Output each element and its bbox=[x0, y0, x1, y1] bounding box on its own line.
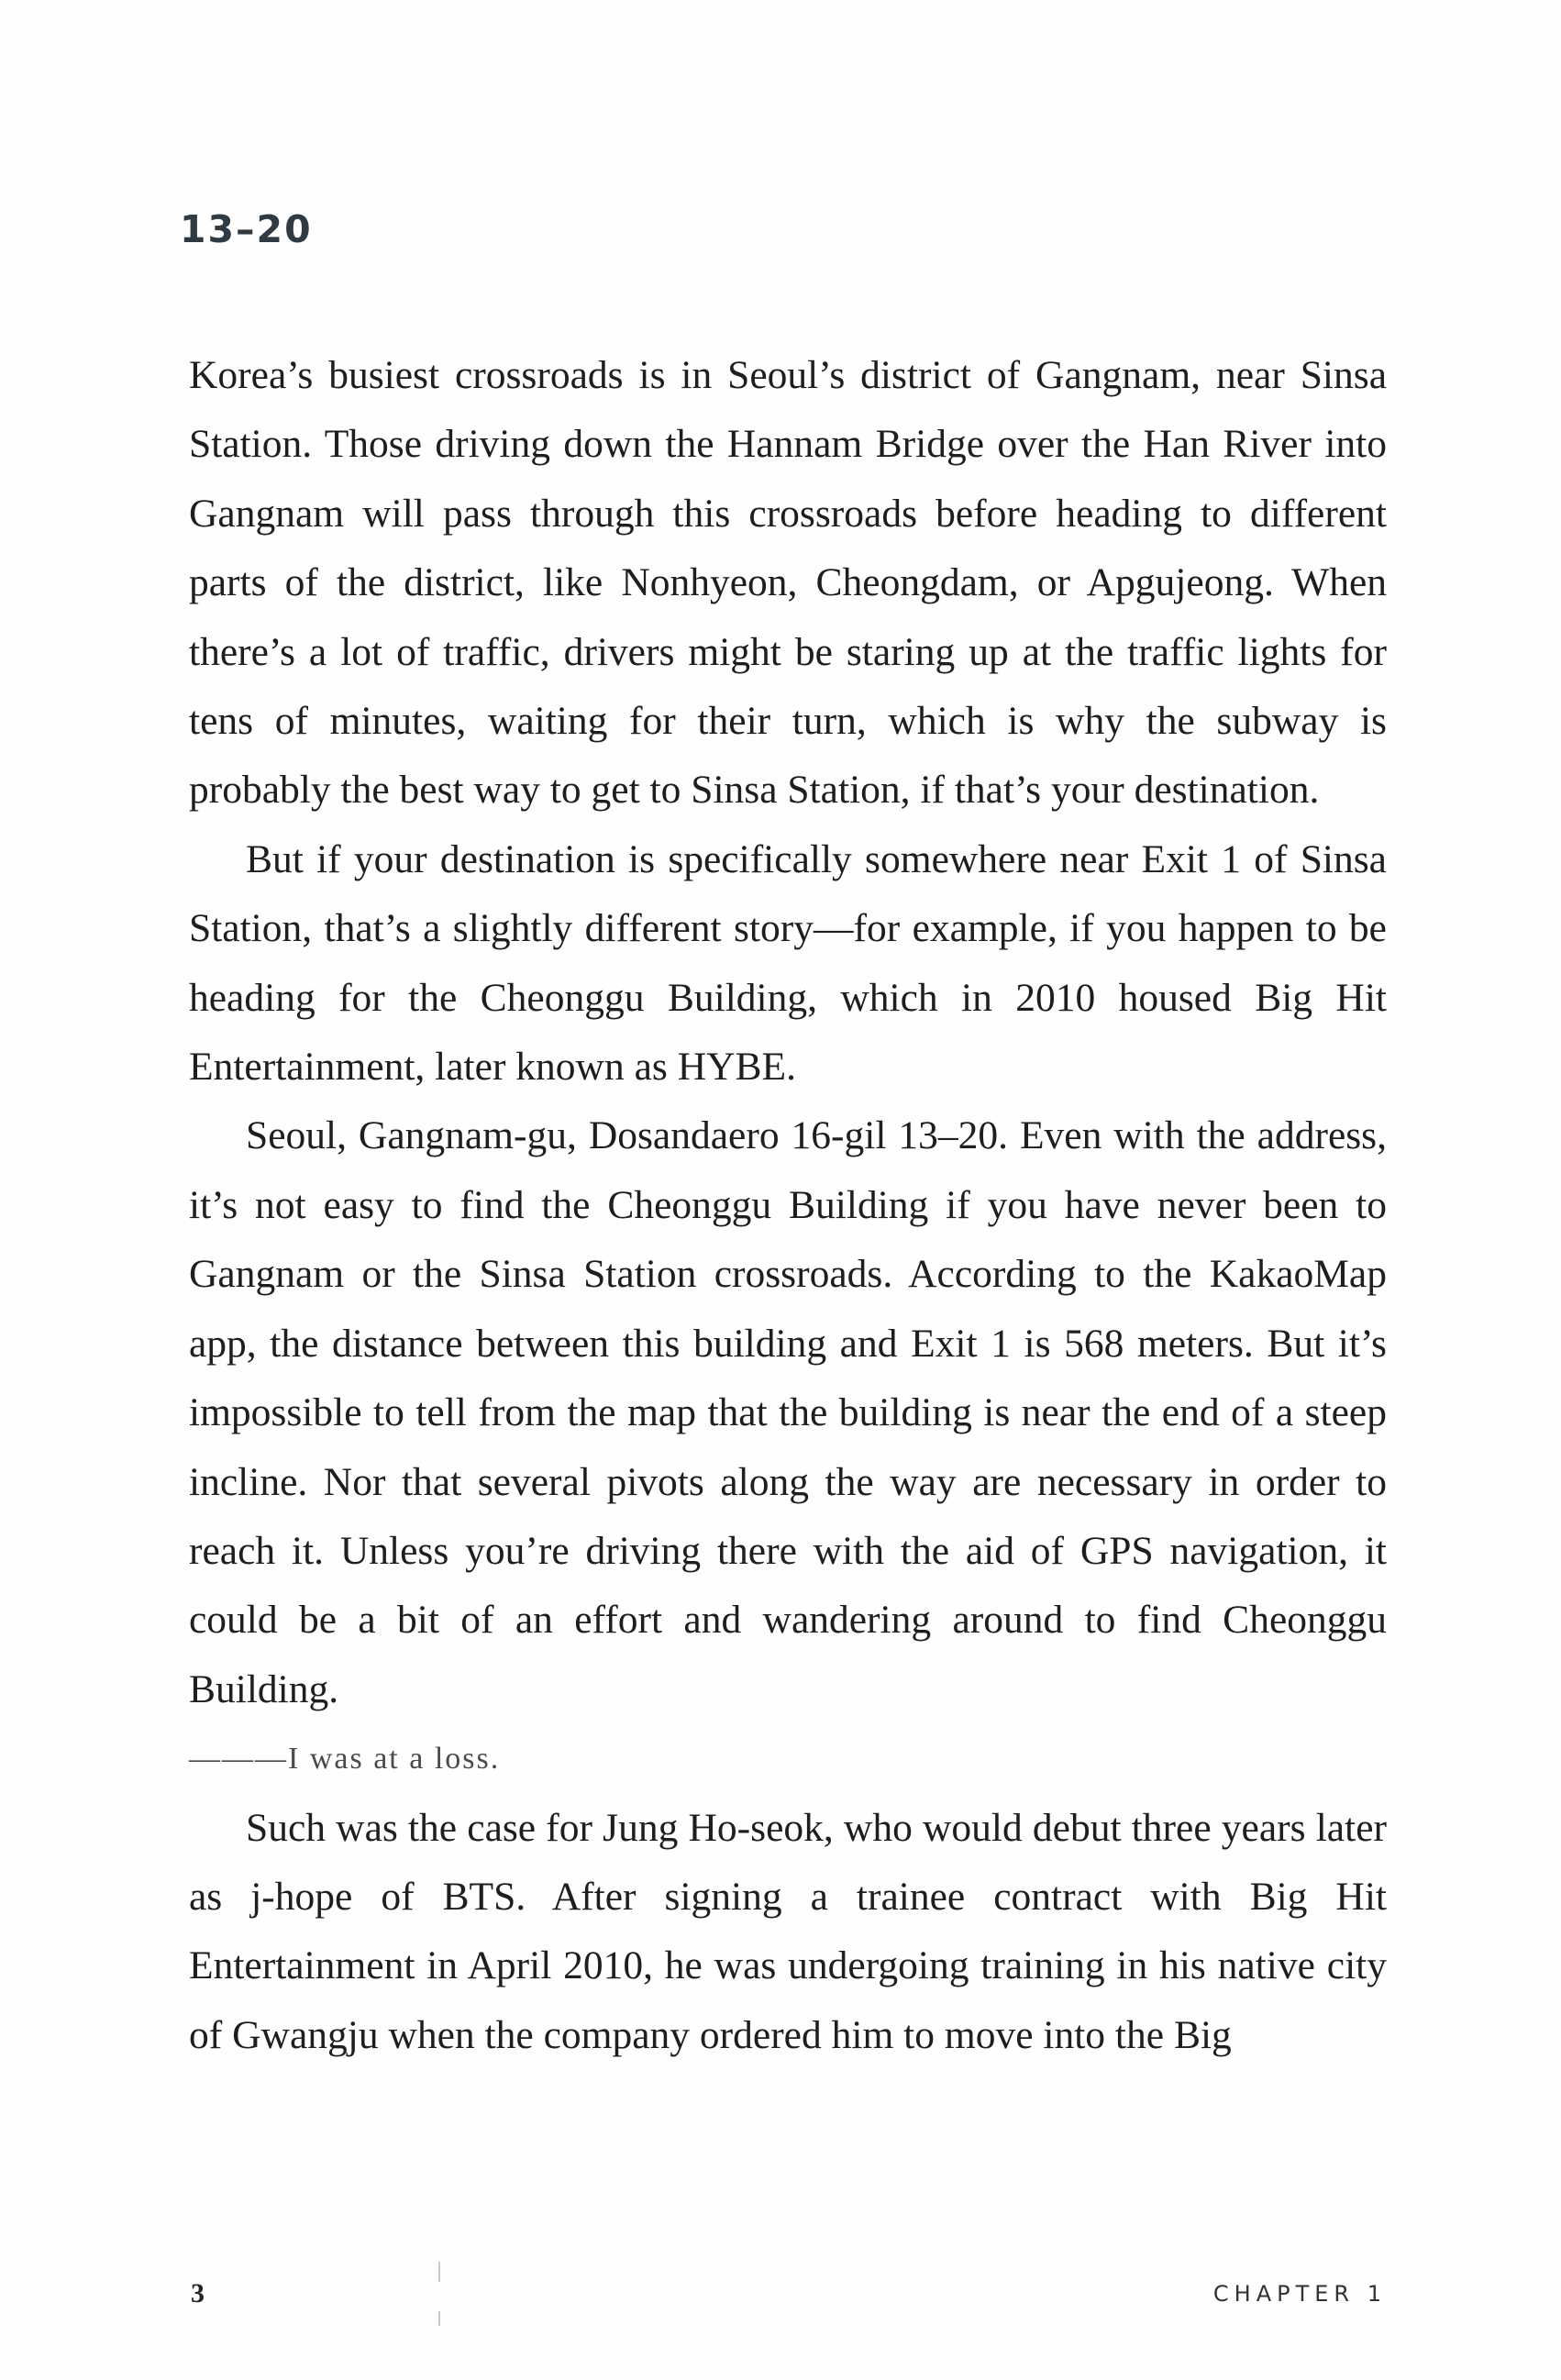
paragraph-1: Korea’s busiest crossroads is in Seoul’s district of Gangnam, near Sinsa Station. Those driving down the Hannam Bridge over the Han River into Gangnam will pass through this crossroads before heading to different parts of the district, like Nonhyeon, Cheongdam, or Apgujeong. When there’s a lot of traffic, drivers might be staring up at the traffic lights for tens of minutes, waiting for their turn, which is why the subway is probably the best way to get to Sinsa Station, if that’s your destination. bbox=[189, 353, 1387, 813]
scan-artifact-mark bbox=[438, 2311, 440, 2326]
page-number: 3 bbox=[191, 2278, 205, 2308]
paragraph-2: But if your destination is specifically somewhere near Exit 1 of Sinsa Station, that’s a slightly different story—for example, if you happen to be heading for the Cheonggu Building, which in 2010 housed Big Hit Entertainment, later known as HYBE. bbox=[189, 836, 1387, 1090]
body-text bbox=[189, 341, 1387, 2070]
paragraph-4: Such was the case for Jung Ho-seok, who would debut three years later as j-hope of BTS. After signing a trainee contract with Big Hit Entertainment in April 2010, he was undergoing training in his native city of Gwangju when the company ordered him to move into the Big bbox=[189, 1805, 1387, 2057]
section-heading: 13–20 bbox=[180, 207, 313, 251]
dialogue-line: ———I was at a loss. bbox=[189, 1742, 501, 1777]
paragraph-3: Seoul, Gangnam-gu, Dosandaero 16-gil 13–20. Even with the address, it’s not easy to find the Cheonggu Building if you have never been to Gangnam or the Sinsa Station crossroads. According to the KakaoMap app, the distance between this building and Exit 1 is 568 meters. But it’s impossible to tell from the map that the building is near the end of a steep incline. Nor that several pivots along the way are necessary in order to reach it. Unless you’re driving there with the aid of GPS navigation, it could be a bit of an effort and wandering around to find Cheonggu Building. bbox=[189, 1113, 1387, 1711]
chapter-label: CHAPTER 1 bbox=[1212, 2281, 1387, 2307]
scan-artifact-mark bbox=[438, 2262, 440, 2282]
